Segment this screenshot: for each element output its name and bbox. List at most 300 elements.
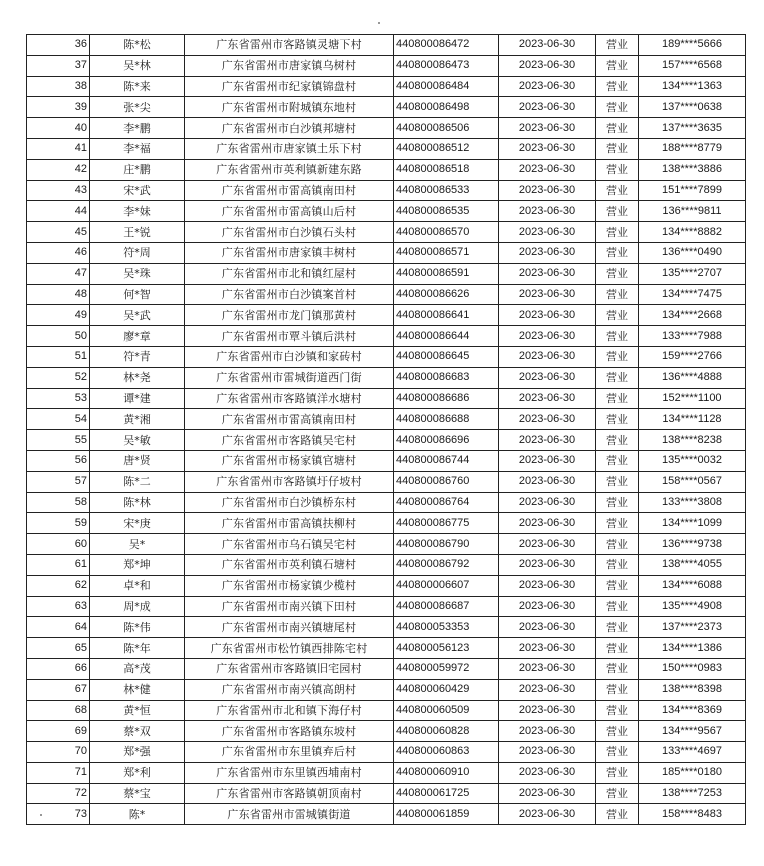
address-cell: 广东省雷州市附城镇东地村 (185, 97, 394, 118)
license-code-cell: 440800060910 (394, 762, 499, 783)
address-cell: 广东省雷州市客路镇灵塘下村 (185, 35, 394, 56)
table-row (27, 492, 746, 513)
phone-number-cell: 136****0490 (639, 242, 746, 263)
row-number-cell: 52 (27, 367, 90, 388)
date-cell: 2023-06-30 (499, 534, 596, 555)
status-cell: 营业 (596, 638, 639, 659)
status-cell: 营业 (596, 409, 639, 430)
status-cell: 营业 (596, 305, 639, 326)
license-code-cell: 440800086790 (394, 534, 499, 555)
license-code-cell: 440800086570 (394, 222, 499, 243)
phone-number-cell: 137****0638 (639, 97, 746, 118)
status-cell: 营业 (596, 138, 639, 159)
row-number-cell: 62 (27, 575, 90, 596)
person-name-cell: 郑*利 (90, 762, 185, 783)
date-cell: 2023-06-30 (499, 513, 596, 534)
date-cell: 2023-06-30 (499, 804, 596, 825)
table-row (27, 326, 746, 347)
person-name-cell: 李*妹 (90, 201, 185, 222)
phone-number-cell: 136****4888 (639, 367, 746, 388)
row-number-cell: 36 (27, 35, 90, 56)
phone-number-cell: 134****8369 (639, 700, 746, 721)
address-cell: 广东省雷州市英利镇石塘村 (185, 554, 394, 575)
table-row (27, 450, 746, 471)
address-cell: 广东省雷州市白沙镇石头村 (185, 222, 394, 243)
date-cell: 2023-06-30 (499, 242, 596, 263)
table-row (27, 596, 746, 617)
status-cell: 营业 (596, 118, 639, 139)
person-name-cell: 林*健 (90, 679, 185, 700)
date-cell: 2023-06-30 (499, 180, 596, 201)
status-cell: 营业 (596, 76, 639, 97)
address-cell: 广东省雷州市雷高镇南田村 (185, 409, 394, 430)
date-cell: 2023-06-30 (499, 721, 596, 742)
status-cell: 营业 (596, 284, 639, 305)
phone-number-cell: 134****9567 (639, 721, 746, 742)
license-code-cell: 440800086744 (394, 450, 499, 471)
date-cell: 2023-06-30 (499, 263, 596, 284)
phone-number-cell: 137****2373 (639, 617, 746, 638)
address-cell: 广东省雷州市客路镇旧宅园村 (185, 658, 394, 679)
status-cell: 营业 (596, 180, 639, 201)
address-cell: 广东省雷州市杨家镇官塘村 (185, 450, 394, 471)
status-cell: 营业 (596, 742, 639, 763)
license-code-cell: 440800060429 (394, 679, 499, 700)
table-row (27, 201, 746, 222)
phone-number-cell: 152****1100 (639, 388, 746, 409)
license-code-cell: 440800086645 (394, 346, 499, 367)
address-cell: 广东省雷州市雷高镇山后村 (185, 201, 394, 222)
row-number-cell: 44 (27, 201, 90, 222)
row-number-cell: 61 (27, 554, 90, 575)
table-row (27, 700, 746, 721)
date-cell: 2023-06-30 (499, 346, 596, 367)
status-cell: 营业 (596, 658, 639, 679)
phone-number-cell: 136****9738 (639, 534, 746, 555)
row-number-cell: 64 (27, 617, 90, 638)
row-number-cell: 66 (27, 658, 90, 679)
status-cell: 营业 (596, 513, 639, 534)
person-name-cell: 吴*珠 (90, 263, 185, 284)
address-cell: 广东省雷州市客路镇吴宅村 (185, 430, 394, 451)
person-name-cell: 陈*林 (90, 492, 185, 513)
person-name-cell: 陈*松 (90, 35, 185, 56)
date-cell: 2023-06-30 (499, 575, 596, 596)
date-cell: 2023-06-30 (499, 492, 596, 513)
person-name-cell: 陈*来 (90, 76, 185, 97)
status-cell: 营业 (596, 762, 639, 783)
license-code-cell: 440800086506 (394, 118, 499, 139)
address-cell: 广东省雷州市客路镇洋水塘村 (185, 388, 394, 409)
table-row (27, 638, 746, 659)
address-cell: 广东省雷州市南兴镇下田村 (185, 596, 394, 617)
license-code-cell: 440800060828 (394, 721, 499, 742)
phone-number-cell: 158****0567 (639, 471, 746, 492)
address-cell: 广东省雷州市客路镇圩仔坡村 (185, 471, 394, 492)
status-cell: 营业 (596, 430, 639, 451)
table-row (27, 742, 746, 763)
row-number-cell: 48 (27, 284, 90, 305)
address-cell: 广东省雷州市英利镇新建东路 (185, 159, 394, 180)
phone-number-cell: 134****8882 (639, 222, 746, 243)
license-code-cell: 440800086683 (394, 367, 499, 388)
license-code-cell: 440800086626 (394, 284, 499, 305)
scan-speck (378, 22, 380, 24)
person-name-cell: 谭*建 (90, 388, 185, 409)
phone-number-cell: 138****3886 (639, 159, 746, 180)
row-number-cell: 65 (27, 638, 90, 659)
row-number-cell: 53 (27, 388, 90, 409)
row-number-cell: 55 (27, 430, 90, 451)
date-cell: 2023-06-30 (499, 617, 596, 638)
status-cell: 营业 (596, 492, 639, 513)
table-row (27, 388, 746, 409)
person-name-cell: 郑*坤 (90, 554, 185, 575)
table-row (27, 471, 746, 492)
phone-number-cell: 138****4055 (639, 554, 746, 575)
person-name-cell: 黄*湘 (90, 409, 185, 430)
status-cell: 营业 (596, 35, 639, 56)
status-cell: 营业 (596, 783, 639, 804)
license-code-cell: 440800086686 (394, 388, 499, 409)
address-cell: 广东省雷州市唐家镇土乐下村 (185, 138, 394, 159)
address-cell: 广东省雷州市松竹镇西排陈宅村 (185, 638, 394, 659)
address-cell: 广东省雷州市白沙镇案首村 (185, 284, 394, 305)
license-code-cell: 440800086775 (394, 513, 499, 534)
records-table-body (27, 35, 746, 825)
status-cell: 营业 (596, 554, 639, 575)
table-row (27, 242, 746, 263)
address-cell: 广东省雷州市白沙镇和家砖村 (185, 346, 394, 367)
phone-number-cell: 135****0032 (639, 450, 746, 471)
status-cell: 营业 (596, 201, 639, 222)
phone-number-cell: 138****8398 (639, 679, 746, 700)
person-name-cell: 周*成 (90, 596, 185, 617)
person-name-cell: 林*尧 (90, 367, 185, 388)
phone-number-cell: 134****6088 (639, 575, 746, 596)
person-name-cell: 吴*武 (90, 305, 185, 326)
date-cell: 2023-06-30 (499, 388, 596, 409)
phone-number-cell: 185****0180 (639, 762, 746, 783)
license-code-cell: 440800061859 (394, 804, 499, 825)
row-number-cell: 73 (27, 804, 90, 825)
person-name-cell: 李*鹏 (90, 118, 185, 139)
license-code-cell: 440800086641 (394, 305, 499, 326)
status-cell: 营业 (596, 346, 639, 367)
person-name-cell: 宋*庚 (90, 513, 185, 534)
phone-number-cell: 134****1386 (639, 638, 746, 659)
person-name-cell: 唐*贤 (90, 450, 185, 471)
table-row (27, 804, 746, 825)
person-name-cell: 陈*伟 (90, 617, 185, 638)
row-number-cell: 45 (27, 222, 90, 243)
status-cell: 营业 (596, 222, 639, 243)
table-row (27, 138, 746, 159)
date-cell: 2023-06-30 (499, 118, 596, 139)
table-row (27, 721, 746, 742)
status-cell: 营业 (596, 804, 639, 825)
phone-number-cell: 137****3635 (639, 118, 746, 139)
table-row (27, 97, 746, 118)
date-cell: 2023-06-30 (499, 471, 596, 492)
table-row (27, 430, 746, 451)
status-cell: 营业 (596, 700, 639, 721)
license-code-cell: 440800086571 (394, 242, 499, 263)
row-number-cell: 68 (27, 700, 90, 721)
license-code-cell: 440800056123 (394, 638, 499, 659)
license-code-cell: 440800086518 (394, 159, 499, 180)
date-cell: 2023-06-30 (499, 450, 596, 471)
scan-speck (40, 814, 42, 816)
address-cell: 广东省雷州市杨家镇少榄村 (185, 575, 394, 596)
address-cell: 广东省雷州市北和镇下海仔村 (185, 700, 394, 721)
date-cell: 2023-06-30 (499, 638, 596, 659)
person-name-cell: 张*尖 (90, 97, 185, 118)
person-name-cell: 宋*武 (90, 180, 185, 201)
person-name-cell: 郑*强 (90, 742, 185, 763)
table-row (27, 783, 746, 804)
status-cell: 营业 (596, 242, 639, 263)
phone-number-cell: 133****4697 (639, 742, 746, 763)
row-number-cell: 70 (27, 742, 90, 763)
license-code-cell: 440800086760 (394, 471, 499, 492)
table-row (27, 658, 746, 679)
license-code-cell: 440800053353 (394, 617, 499, 638)
date-cell: 2023-06-30 (499, 201, 596, 222)
row-number-cell: 72 (27, 783, 90, 804)
date-cell: 2023-06-30 (499, 159, 596, 180)
records-table (26, 34, 746, 825)
table-row (27, 762, 746, 783)
address-cell: 广东省雷州市覃斗镇后洪村 (185, 326, 394, 347)
table-row (27, 284, 746, 305)
date-cell: 2023-06-30 (499, 326, 596, 347)
status-cell: 营业 (596, 367, 639, 388)
date-cell: 2023-06-30 (499, 76, 596, 97)
address-cell: 广东省雷州市南兴镇高朗村 (185, 679, 394, 700)
date-cell: 2023-06-30 (499, 367, 596, 388)
date-cell: 2023-06-30 (499, 679, 596, 700)
date-cell: 2023-06-30 (499, 742, 596, 763)
date-cell: 2023-06-30 (499, 222, 596, 243)
license-code-cell: 440800086591 (394, 263, 499, 284)
row-number-cell: 40 (27, 118, 90, 139)
license-code-cell: 440800086688 (394, 409, 499, 430)
person-name-cell: 廖*章 (90, 326, 185, 347)
address-cell: 广东省雷州市纪家镇锦盘村 (185, 76, 394, 97)
phone-number-cell: 134****2668 (639, 305, 746, 326)
address-cell: 广东省雷州市客路镇朝顶南村 (185, 783, 394, 804)
status-cell: 营业 (596, 534, 639, 555)
license-code-cell: 440800086687 (394, 596, 499, 617)
address-cell: 广东省雷州市雷高镇南田村 (185, 180, 394, 201)
status-cell: 营业 (596, 159, 639, 180)
date-cell: 2023-06-30 (499, 138, 596, 159)
address-cell: 广东省雷州市龙门镇那黄村 (185, 305, 394, 326)
address-cell: 广东省雷州市客路镇东坡村 (185, 721, 394, 742)
license-code-cell: 440800086644 (394, 326, 499, 347)
address-cell: 广东省雷州市东里镇西埔南村 (185, 762, 394, 783)
date-cell: 2023-06-30 (499, 35, 596, 56)
person-name-cell: 卓*和 (90, 575, 185, 596)
phone-number-cell: 136****9811 (639, 201, 746, 222)
date-cell: 2023-06-30 (499, 97, 596, 118)
status-cell: 营业 (596, 679, 639, 700)
status-cell: 营业 (596, 596, 639, 617)
status-cell: 营业 (596, 617, 639, 638)
table-row (27, 76, 746, 97)
person-name-cell: 何*智 (90, 284, 185, 305)
table-row (27, 554, 746, 575)
date-cell: 2023-06-30 (499, 554, 596, 575)
status-cell: 营业 (596, 388, 639, 409)
person-name-cell: 王*锐 (90, 222, 185, 243)
table-row (27, 409, 746, 430)
license-code-cell: 440800059972 (394, 658, 499, 679)
table-row (27, 513, 746, 534)
license-code-cell: 440800086535 (394, 201, 499, 222)
table-row (27, 305, 746, 326)
person-name-cell: 蔡*宝 (90, 783, 185, 804)
date-cell: 2023-06-30 (499, 55, 596, 76)
status-cell: 营业 (596, 450, 639, 471)
license-code-cell: 440800086473 (394, 55, 499, 76)
row-number-cell: 60 (27, 534, 90, 555)
license-code-cell: 440800061725 (394, 783, 499, 804)
status-cell: 营业 (596, 97, 639, 118)
person-name-cell: 符*周 (90, 242, 185, 263)
phone-number-cell: 135****2707 (639, 263, 746, 284)
license-code-cell: 440800086764 (394, 492, 499, 513)
table-row (27, 159, 746, 180)
row-number-cell: 49 (27, 305, 90, 326)
status-cell: 营业 (596, 263, 639, 284)
phone-number-cell: 189****5666 (639, 35, 746, 56)
address-cell: 广东省雷州市白沙镇邦塘村 (185, 118, 394, 139)
table-row (27, 617, 746, 638)
phone-number-cell: 134****7475 (639, 284, 746, 305)
address-cell: 广东省雷州市乌石镇吴宅村 (185, 534, 394, 555)
date-cell: 2023-06-30 (499, 596, 596, 617)
license-code-cell: 440800086498 (394, 97, 499, 118)
table-row (27, 346, 746, 367)
row-number-cell: 54 (27, 409, 90, 430)
status-cell: 营业 (596, 575, 639, 596)
phone-number-cell: 135****4908 (639, 596, 746, 617)
phone-number-cell: 188****8779 (639, 138, 746, 159)
table-row (27, 263, 746, 284)
date-cell: 2023-06-30 (499, 284, 596, 305)
phone-number-cell: 133****3808 (639, 492, 746, 513)
phone-number-cell: 151****7899 (639, 180, 746, 201)
license-code-cell: 440800060509 (394, 700, 499, 721)
address-cell: 广东省雷州市白沙镇桥东村 (185, 492, 394, 513)
date-cell: 2023-06-30 (499, 430, 596, 451)
row-number-cell: 46 (27, 242, 90, 263)
person-name-cell: 高*茂 (90, 658, 185, 679)
phone-number-cell: 134****1363 (639, 76, 746, 97)
row-number-cell: 38 (27, 76, 90, 97)
date-cell: 2023-06-30 (499, 700, 596, 721)
address-cell: 广东省雷州市唐家镇丰树村 (185, 242, 394, 263)
row-number-cell: 41 (27, 138, 90, 159)
phone-number-cell: 133****7988 (639, 326, 746, 347)
row-number-cell: 39 (27, 97, 90, 118)
person-name-cell: 吴*林 (90, 55, 185, 76)
row-number-cell: 71 (27, 762, 90, 783)
row-number-cell: 59 (27, 513, 90, 534)
date-cell: 2023-06-30 (499, 305, 596, 326)
row-number-cell: 37 (27, 55, 90, 76)
phone-number-cell: 138****7253 (639, 783, 746, 804)
row-number-cell: 51 (27, 346, 90, 367)
license-code-cell: 440800006607 (394, 575, 499, 596)
person-name-cell: 陈* (90, 804, 185, 825)
table-row (27, 575, 746, 596)
date-cell: 2023-06-30 (499, 783, 596, 804)
table-row (27, 367, 746, 388)
license-code-cell: 440800086484 (394, 76, 499, 97)
row-number-cell: 58 (27, 492, 90, 513)
row-number-cell: 43 (27, 180, 90, 201)
person-name-cell: 黄*恒 (90, 700, 185, 721)
address-cell: 广东省雷州市雷高镇扶柳村 (185, 513, 394, 534)
date-cell: 2023-06-30 (499, 409, 596, 430)
row-number-cell: 56 (27, 450, 90, 471)
person-name-cell: 陈*年 (90, 638, 185, 659)
person-name-cell: 吴* (90, 534, 185, 555)
table-row (27, 679, 746, 700)
row-number-cell: 63 (27, 596, 90, 617)
status-cell: 营业 (596, 55, 639, 76)
person-name-cell: 李*福 (90, 138, 185, 159)
address-cell: 广东省雷州市北和镇红屋村 (185, 263, 394, 284)
person-name-cell: 陈*二 (90, 471, 185, 492)
row-number-cell: 57 (27, 471, 90, 492)
date-cell: 2023-06-30 (499, 658, 596, 679)
person-name-cell: 符*青 (90, 346, 185, 367)
date-cell: 2023-06-30 (499, 762, 596, 783)
row-number-cell: 67 (27, 679, 90, 700)
table-row (27, 180, 746, 201)
license-code-cell: 440800086792 (394, 554, 499, 575)
license-code-cell: 440800086472 (394, 35, 499, 56)
table-row (27, 55, 746, 76)
address-cell: 广东省雷州市雷城镇街道 (185, 804, 394, 825)
phone-number-cell: 158****8483 (639, 804, 746, 825)
phone-number-cell: 157****6568 (639, 55, 746, 76)
table-row (27, 534, 746, 555)
phone-number-cell: 138****8238 (639, 430, 746, 451)
table-row (27, 35, 746, 56)
person-name-cell: 庄*鹏 (90, 159, 185, 180)
table-row (27, 118, 746, 139)
address-cell: 广东省雷州市雷城街道西门街 (185, 367, 394, 388)
person-name-cell: 蔡*双 (90, 721, 185, 742)
status-cell: 营业 (596, 326, 639, 347)
status-cell: 营业 (596, 721, 639, 742)
address-cell: 广东省雷州市东里镇弃后村 (185, 742, 394, 763)
row-number-cell: 50 (27, 326, 90, 347)
phone-number-cell: 159****2766 (639, 346, 746, 367)
license-code-cell: 440800060863 (394, 742, 499, 763)
phone-number-cell: 134****1099 (639, 513, 746, 534)
phone-number-cell: 134****1128 (639, 409, 746, 430)
person-name-cell: 吴*敏 (90, 430, 185, 451)
address-cell: 广东省雷州市唐家镇乌树村 (185, 55, 394, 76)
license-code-cell: 440800086512 (394, 138, 499, 159)
row-number-cell: 69 (27, 721, 90, 742)
